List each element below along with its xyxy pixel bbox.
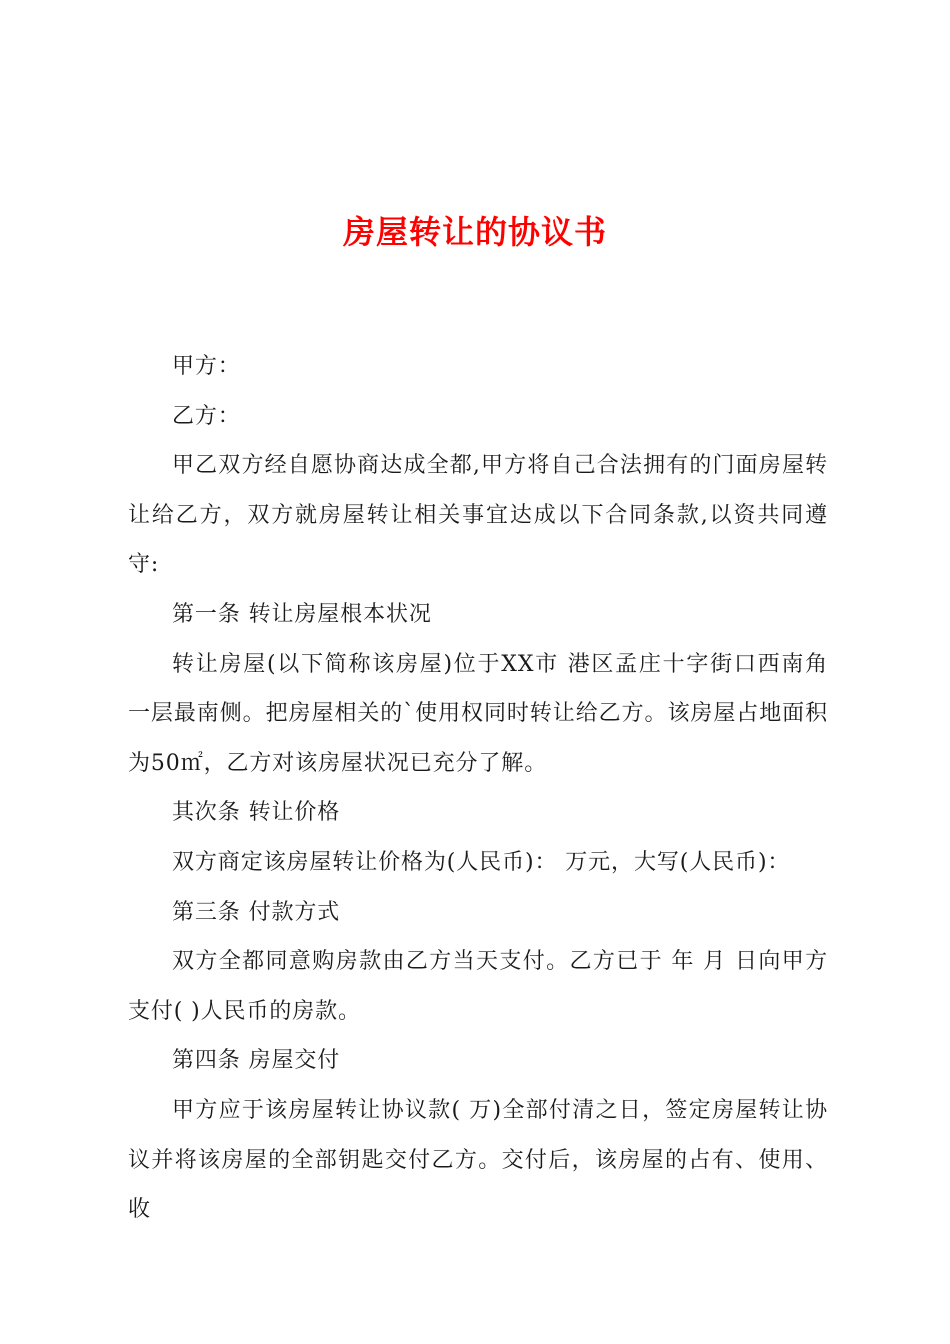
intro-paragraph: 甲乙双方经自愿协商达成全都,甲方将自己合法拥有的门面房屋转让给乙方，双方就房屋转让相关事宜达成以下合同条款,以资共同遵守: [128,453,828,578]
article-1-paragraph: 转让房屋(以下简称该房屋)位于XX市 港区孟庄十字街口西南角 一层最南侧。把房屋相关的`使用权同时转让给乙方。该房屋占地面积为50㎡，乙方对该房屋状况已充分了解。 [128,651,828,776]
article-4-paragraph: 甲方应于该房屋转让协议款( 万)全部付清之日，签定房屋转让协议并将该房屋的全部钥匙交付乙方。交付后，该房屋的占有、使用、收 [128,1097,828,1223]
article-3-paragraph: 双方全都同意购房款由乙方当天支付。乙方已于 年 月 日向甲方支付( )人民币的房款。 [128,949,828,1024]
article-2-paragraph: 双方商定该房屋转让价格为(人民币)： 万元，大写(人民币)： [172,849,791,875]
article-3-heading: 第三条 付款方式 [172,899,341,925]
document-body [128,342,828,1235]
document-title: 房屋转让的协议书 [342,213,607,251]
party-a-line: 甲方： [172,354,241,379]
article-2-heading: 其次条 转让价格 [172,800,341,826]
party-b-line: 乙方： [172,403,241,429]
article-4-heading: 第四条 房屋交付 [172,1048,341,1074]
article-1-heading: 第一条 转让房屋根本状况 [172,601,432,627]
